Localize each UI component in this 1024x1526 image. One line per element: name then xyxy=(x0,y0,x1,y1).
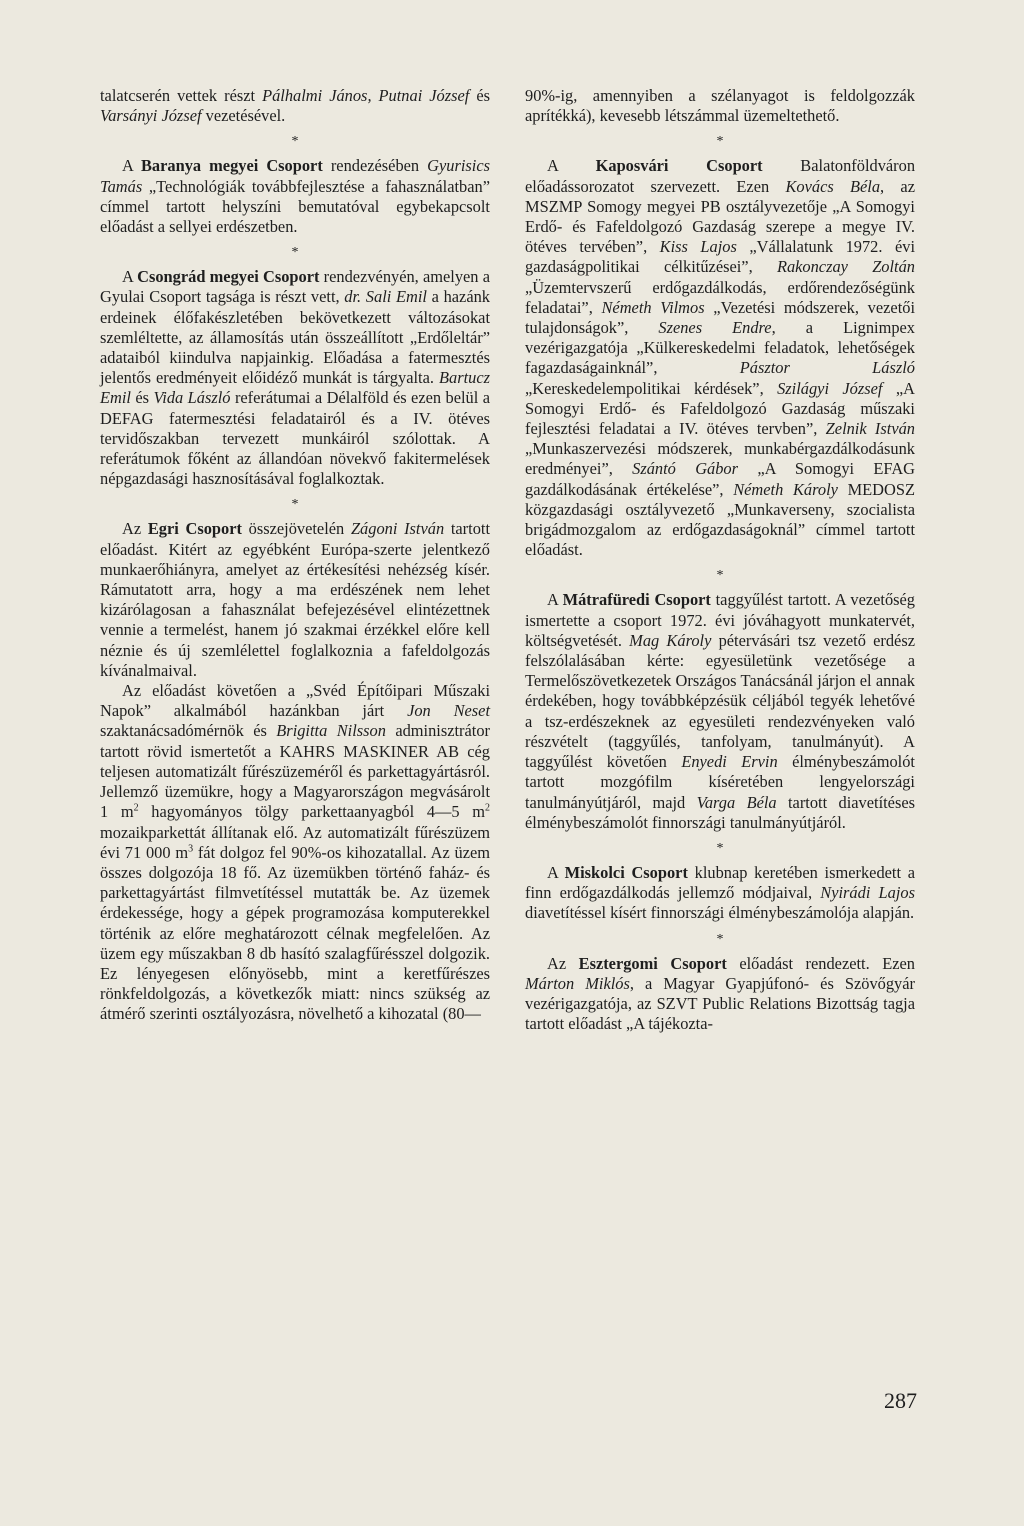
paragraph-p4: Az Egri Csoport összejövetelén Zágoni István tartott előadást. Kitért az egyébként Európa-szerte jelentkező munkaerőhiányra, amelyet az értékesítési nehézség kísér. Rámutatott arra, hogy a ma erdészének nem lehet kizárólagosan a fahasználat befejezésével elintézettnek vennie a termelést, hanem jó szakmai érzékkel előre kell néznie és új szemlélettel foglalkoznia a fafeldolgozás kívánalmaival. xyxy=(100,519,491,680)
section-separator: * xyxy=(291,245,299,261)
paragraph-p5: Az előadást követően a „Svéd Építőipari Műszaki Napok” alkalmából hazánkban járt Jon Neset szaktanácsadómérnök és Brigitta Nilsson adminisztrátor tartott rövid ismertetőt a KAHRS MASKINER AB cég teljesen automatizált fűrészüzeméről és parkettagyártásról. Jellemző üzemükre, hogy a Magyarországon megvásárolt 1 $m^2$ hagyományos tölgy parkettaanyagból 4—5 $m^2$ mozaikparkettát állítanak elő. Az automatizált fűrészüzem évi 71 000 $m^3$ fát dolgoz fel 90%-os kihozatallal. Az üzem összes dolgozója 18 fő. Az üzemükben történő faház- és parkettagyártást filmvetítéssel mutatták be. Az üzemek érdekessége, hogy a gépek programozása komputerekkel történik az előre meghatározott célnak megfelelően. Az üzem egy műszakban 8 db hasító szalagfűrésszel dolgozik. Ez lényegesen előnyösebb, mint a keretfűrészes rönkfeldolgozás, a következők miatt: nincs szükség az átmérő szerinti osztályozásra, növelhető a kihozatal (80— xyxy=(100,681,491,1024)
left-column xyxy=(100,86,490,1025)
paragraph-p2: A Baranya megyei Csoport rendezésében Gyurisics Tamás „Technológiák továbbfejlesztése a fahasználatban” címmel tartott helyszíni bemutatóval egybekapcsolt előadást a sellyei erdészetben. xyxy=(100,156,490,237)
paragraph-p6: 90%-ig, amennyiben a szélanyagot is feldolgozzák aprítékká), kevesebb létszámmal üzemeltethető. xyxy=(525,86,915,126)
paragraph-p9: A Miskolci Csoport klubnap keretében ismerkedett a finn erdőgazdálkodás jellemző módjaival, Nyirádi Lajos diavetítéssel kísért finnországi élménybeszámolója alapján. xyxy=(525,862,916,923)
section-separator: * xyxy=(716,931,724,947)
paragraph-p3: A Csongrád megyei Csoport rendezvényén, amelyen a Gyulai Csoport tagsága is részt vett, dr. Sali Emil a hazánk erdeinek élőfakészletében bekövetkezett változásokat szemléltette, az államosítás után összeállított „Erdőleltár” adataiból kiindulva napjainkig. Előadása a fatermesztés jelentős eredményeit előidéző munkát is tárgyalta. Bartucz Emil és Vida László referátumai a Délalföld és ezen belül a DEFAG fatermesztési feladatairól és a IV. ötéves tervidőszakban tervezett munkáiról szólottak. A referátumok főként az állandóan növekvő fakitermelések népgazdasági hasznosításával foglalkoztak. xyxy=(100,267,490,489)
section-separator: * xyxy=(716,568,724,584)
section-separator: * xyxy=(716,840,724,856)
page-number: 287 xyxy=(884,1388,917,1413)
paragraph-p10: Az Esztergomi Csoport előadást rendezett. Ezen Márton Miklós, a Magyar Gyapjúfonó- és Szövőgyár vezérigazgatója, az SZVT Public Relations Bizottság tagja tartott előadást „A tájékozta- xyxy=(525,953,915,1034)
section-separator: * xyxy=(716,134,724,150)
paragraph-p1: talatcserén vettek részt Pálhalmi János, Putnai József és Varsányi József vezetésével. xyxy=(100,86,490,126)
paragraph-p7: A Kaposvári Csoport Balatonföldváron előadássorozatot szervezett. Ezen Kovács Béla, az MSZMP Somogy megyei PB osztályvezetője „A Somogyi Erdő- és Fafeldolgozó Gazdaság szerepe a megye IV. ötéves tervében”, Kiss Lajos „Vállalatunk 1972. évi gazdaságpolitikai célkitűzései”, Rakonczay Zoltán „Üzemtervszerű erdőgazdálkodás, erdőrendezőségünk feladatai”, Németh Vilmos „Vezetési módszerek, vezetői tulajdonságok”, Szenes Endre, a Lignimpex vezérigazgatója „Külkereskedelmi feladatok, lehetőségek fagazdaságainknál”, Pásztor László „Kereskedelempolitikai kérdések”, Szilágyi József „A Somogyi Erdő- és Fafeldolgozó Gazdaság műszaki fejlesztési feladatai a IV. ötéves tervben”, Zelnik István „Munkaszervezési módszerek, munkabérgazdálkodásunk eredményei”, Szántó Gábor „A Somogyi EFAG gazdálkodásának értékelése”, Németh Károly MEDOSZ közgazdasági osztályvezető „Munkaverseny, szocialista brigádmozgalom az erdőgazdaságoknál” címmel tartott előadást. xyxy=(525,156,916,560)
section-separator: * xyxy=(291,497,299,513)
right-column xyxy=(525,86,915,1034)
paragraph-p8: A Mátrafüredi Csoport taggyűlést tartott. A vezetőség ismertette a csoport 1972. évi jóváhagyott munkatervét, költségvetését. Mag Károly pétervásári tsz vezető erdész felszólalásában kérte: egyesületünk vezetősége a Termelőszövetkezetek Országos Tanácsánál járjon el annak érdekében, hogy továbbképzésük céljából tegyék lehetővé a tsz-erdészeknek az egyesületi rendezvényeken való részvételt (taggyűlés, tanfolyam, tanulmányút). A taggyűlést követően Enyedi Ervin élménybeszámolót tartott mozgófilm kíséretében lengyelországi tanulmányútjáról, majd Varga Béla tartott diavetítéses élménybeszámolót finnországi tanulmányútjáról. xyxy=(525,590,915,832)
section-separator: * xyxy=(291,134,299,150)
